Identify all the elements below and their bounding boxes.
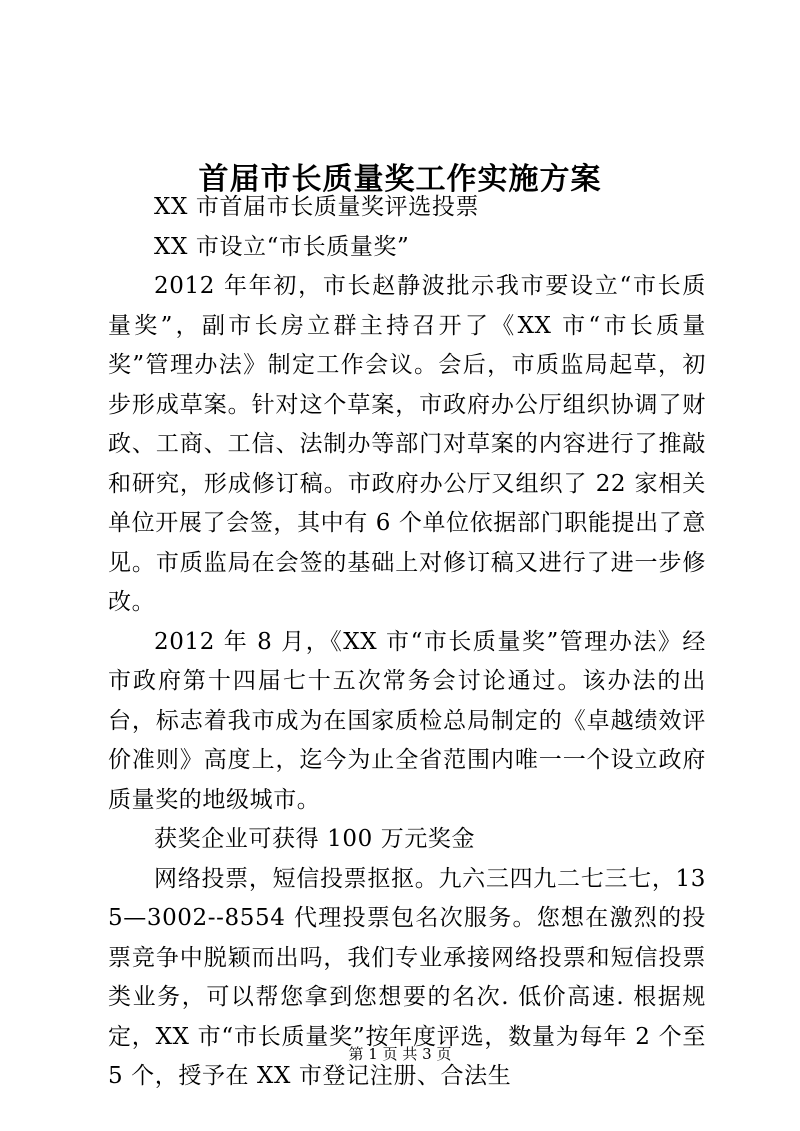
paragraph-background: 2012 年年初，市长赵静波批示我市要设立“市长质量奖”，副市长房立群主持召开了《XX 市“市长质量奖”管理办法》制定工作会议。会后，市质监局起草，初步形成草案。针对这个草案，市政府办公厅组织协调了财政、工商、工信、法制办等部门对草案的内容进行了推敲和研究，形成修订稿。市政府办公厅又组织了 22 家相关单位开展了会签，其中有 6 个单位依据部门职能提出了意见。市质监局在会签的基础上对修订稿又进行了进一步修改。 xyxy=(108,273,706,615)
document-body xyxy=(108,188,706,1097)
paragraph-vote-heading: XX 市首届市长质量奖评选投票 xyxy=(154,194,480,220)
paragraph-award-setup: XX 市设立“市长质量奖” xyxy=(154,233,410,260)
paragraph-voting-service: 网络投票，短信投票抠抠。九六三四九二七三七，135—3002--8554 代理投票包名次服务。您想在激烈的投票竞争中脱颖而出吗，我们专业承接网络投票和短信投票类业务，可以帮您拿到您想要的名次. 低价高速. 根据规定，XX 市“市长质量奖”按年度评选，数量为每年 2 个至 5 个，授予在 XX 市登记注册、合法生 xyxy=(108,865,706,1089)
paragraph-prize: 获奖企业可获得 100 万元奖金 xyxy=(154,826,476,852)
page-number-footer: 第 1 页 共 3 页 xyxy=(348,1045,452,1063)
document-title: 首届市长质量奖工作实施方案 xyxy=(198,162,602,198)
paragraph-approval: 2012 年 8 月，《XX 市“市长质量奖”管理办法》经市政府第十四届七十五次常务会讨论通过。该办法的出台，标志着我市成为在国家质检总局制定的《卓越绩效评价准则》高度上，迄今为止全省范围内唯一一个设立政府质量奖的地级城市。 xyxy=(108,628,706,813)
